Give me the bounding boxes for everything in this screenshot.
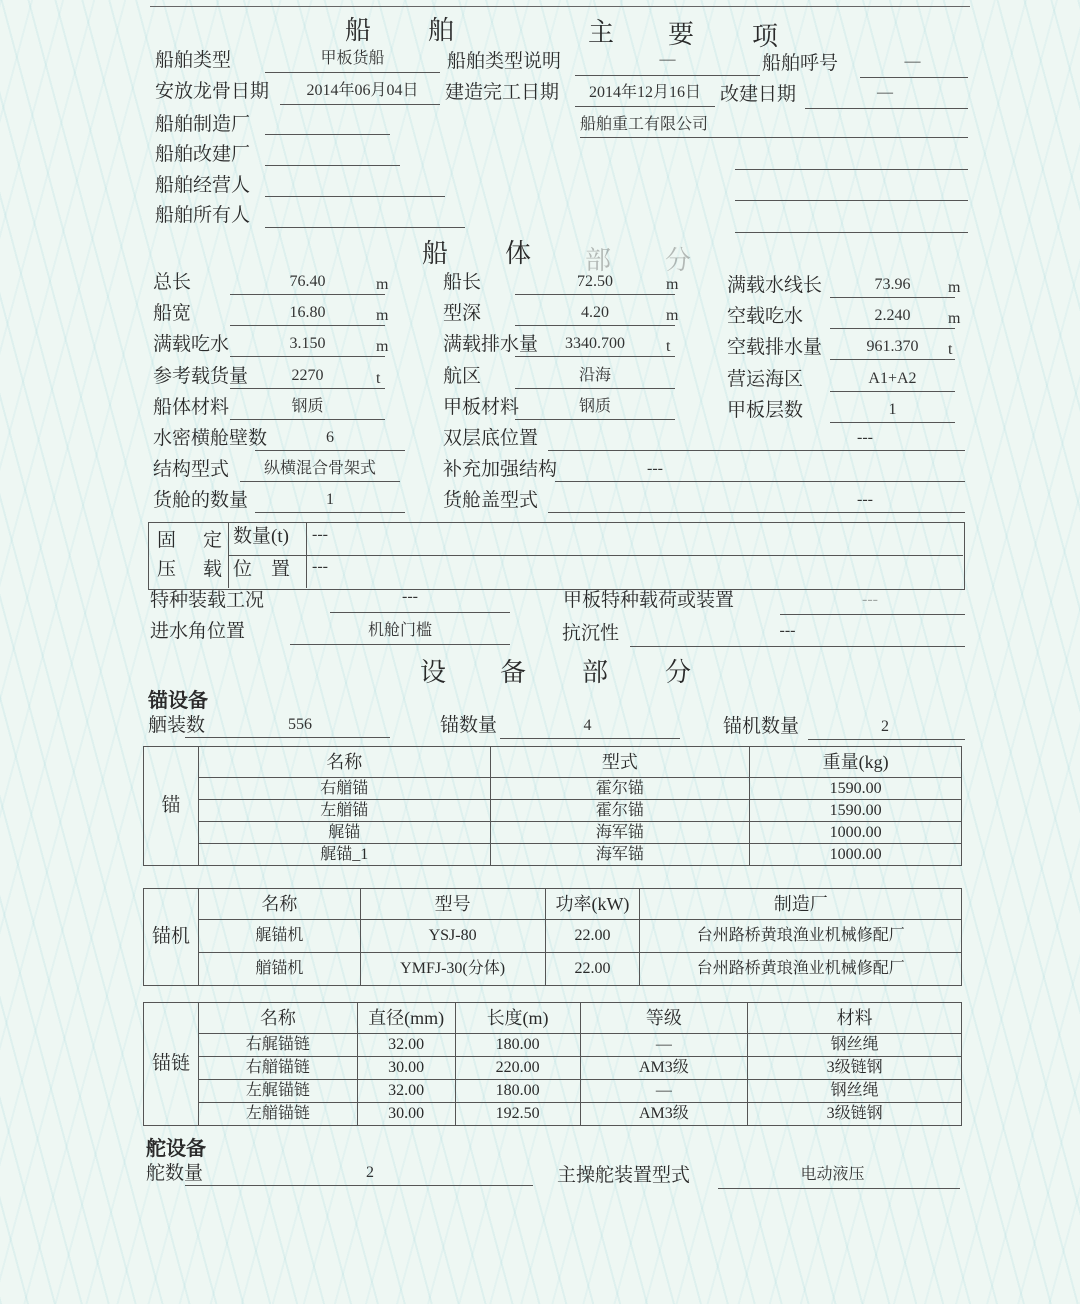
builder-label: 船舶制造厂 [155,114,251,135]
table-cell: AM3级 [580,1103,748,1126]
ballast-label-1: 固 定 [157,530,227,551]
table-cell: 艉锚 [198,822,490,844]
equip-title-char: 部 [582,658,609,687]
special-load-value: --- [402,588,418,605]
table-cell: 海军锚 [490,844,750,866]
flood-angle-label: 进水角位置 [150,621,246,642]
hull-field-value: 1 [326,491,334,508]
table-side-label: 锚 [144,747,199,866]
underline [255,512,405,513]
underline [515,419,675,420]
underline [230,419,385,420]
table-cell: 3级链钢 [748,1103,962,1126]
table-cell: 1000.00 [750,822,962,844]
hull-field-unit: m [666,276,679,293]
table-row [144,822,962,844]
column-header: 型号 [360,889,545,920]
hull-field-label: 航区 [443,366,482,387]
underline [515,325,675,326]
completion-date-label: 建造完工日期 [445,82,560,103]
hull-field-unit: m [666,307,679,324]
ballast-label-2: 压 载 [157,559,227,580]
table-cell: 1000.00 [750,844,962,866]
anchor-chain-table [143,1002,962,1126]
table-row [144,844,962,866]
table-cell: 艉锚_1 [198,844,490,866]
table-cell: 霍尔锚 [490,778,750,800]
table-cell: 霍尔锚 [490,800,750,822]
table-header-row [144,1003,962,1034]
underline [548,512,965,513]
ballast-qty-value: --- [312,526,328,543]
hull-field-label: 营运海区 [727,369,804,390]
hull-field-value: 4.20 [581,304,609,321]
hull-field-label: 补充加强结构 [443,459,558,480]
title-char: 船 [345,16,372,45]
hull-field-label: 空载排水量 [727,337,823,358]
hull-field-value: --- [647,460,663,477]
hull-field-label: 甲板层数 [727,400,804,421]
hull-title-char: 分 [665,246,692,275]
column-header: 等级 [580,1003,748,1034]
outfit-no-label: 舾装数 [148,715,206,736]
table-cell: 30.00 [357,1057,455,1080]
underline [548,450,965,451]
title-char: 要 [668,20,695,49]
rebuild-date-label: 改建日期 [720,84,797,105]
hull-field-value: 钢质 [578,398,611,415]
table-cell: 22.00 [545,920,640,953]
table-cell: 22.00 [545,953,640,986]
hull-field-label: 型深 [443,303,482,324]
anti-sink-value: --- [779,622,796,639]
hull-field-label: 结构型式 [153,459,230,480]
table-cell: 1590.00 [750,778,962,800]
hull-field-label: 水密横舱壁数 [153,428,268,449]
table-side-label: 锚机 [144,889,199,986]
hull-field-label: 甲板材料 [443,397,520,418]
table-row [144,1103,962,1126]
table-cell: 1590.00 [750,800,962,822]
hull-field-unit: t [376,370,381,387]
underline [515,356,675,357]
table-cell: 3级链钢 [748,1057,962,1080]
keel-date-value: 2014年06月04日 [306,82,419,99]
column-header: 名称 [198,1003,357,1034]
column-header: 功率(kW) [545,889,640,920]
equip-title-char: 备 [500,658,527,687]
table-cell: 左艏锚链 [198,1103,357,1126]
underline [515,388,675,389]
rudder-count-value: 2 [366,1164,374,1181]
hull-field-label: 双层底位置 [443,428,539,449]
call-sign-value: — [904,53,921,70]
underline [830,391,955,392]
hull-field-value: 3340.700 [565,335,625,352]
table-cell: 右艏锚链 [198,1057,357,1080]
hull-field-value: 73.96 [874,276,911,293]
table-header-row [144,889,962,920]
hull-field-label: 满载排水量 [443,334,539,355]
hull-field-label: 货舱的数量 [153,490,249,511]
hull-field-label: 参考载货量 [153,366,249,387]
table-cell: 艏锚机 [198,953,360,986]
underline [230,325,385,326]
windlass-count-value: 2 [881,718,889,735]
special-load-label: 特种装载工况 [150,590,265,611]
hull-field-value: --- [857,429,873,446]
rebuilder-label: 船舶改建厂 [155,144,251,165]
rebuild-date-value: — [877,84,893,101]
table-cell: 钢丝绳 [748,1034,962,1057]
deck-special-label: 甲板特种载荷或装置 [563,590,735,611]
table-cell: 32.00 [357,1034,455,1057]
anchor-count-value: 4 [583,717,592,734]
table-row [144,800,962,822]
ship-type-value: 甲板货船 [320,50,385,67]
column-header: 名称 [198,889,360,920]
hull-title-char: 部 [585,246,612,275]
table-row [144,1034,962,1057]
hull-field-value: 961.370 [866,338,919,355]
ballast-pos-label: 位 置 [233,559,291,580]
table-cell: 艉锚机 [198,920,360,953]
ship-type-desc-value: — [659,51,676,68]
steering-type-value: 电动液压 [800,1166,865,1183]
anchor-table [143,746,962,866]
ship-type-label: 船舶类型 [155,50,232,71]
hull-field-unit: m [948,310,961,327]
hull-field-unit: t [666,338,671,355]
completion-date-value: 2014年12月16日 [588,84,701,101]
hull-field-value: 钢质 [291,398,324,415]
hull-field-value: 2.240 [874,307,911,324]
builder-value: 船舶重工有限公司 [580,116,709,133]
table-cell: AM3级 [580,1057,748,1080]
table-cell: — [580,1080,748,1103]
table-row [144,1080,962,1103]
table-cell: 左艏锚 [198,800,490,822]
hull-field-label: 满载吃水 [153,334,230,355]
call-sign-label: 船舶呼号 [762,53,839,74]
anti-sink-label: 抗沉性 [562,623,620,644]
hull-field-value: 6 [326,429,334,446]
table-cell: 192.50 [455,1103,580,1126]
title-char: 主 [588,18,615,47]
table-row [144,953,962,986]
table-cell: YMFJ-30(分体) [360,953,545,986]
hull-field-label: 船长 [443,272,482,293]
underline [830,422,955,423]
ship-type-desc-label: 船舶类型说明 [447,51,562,72]
keel-date-label: 安放龙骨日期 [155,81,270,102]
table-cell: 右艉锚链 [198,1034,357,1057]
hull-field-unit: m [376,338,389,355]
equip-title-char: 设 [420,658,447,687]
title-char: 舶 [428,16,455,45]
table-cell: 海军锚 [490,822,750,844]
underline [230,356,385,357]
underline [240,481,400,482]
hull-field-unit: m [376,307,389,324]
hull-field-label: 总长 [153,272,192,293]
table-cell: 钢丝绳 [748,1080,962,1103]
operator-label: 船舶经营人 [155,175,251,196]
column-header: 重量(kg) [750,747,962,778]
hull-field-value: 纵横混合骨架式 [263,460,376,477]
column-header: 长度(m) [455,1003,580,1034]
hull-field-label: 空载吃水 [727,306,804,327]
hull-field-unit: m [376,276,389,293]
windlass-count-label: 锚机数量 [723,716,800,737]
ballast-qty-label: 数量(t) [233,526,289,547]
underline [830,359,955,360]
table-cell: 台州路桥黄琅渔业机械修配厂 [640,920,962,953]
table-side-label: 锚链 [144,1003,199,1126]
hull-field-label: 货舱盖型式 [443,490,539,511]
table-cell: 180.00 [455,1080,580,1103]
table-row [144,920,962,953]
table-row [144,1057,962,1080]
rudder-count-label: 舵数量 [146,1163,204,1184]
table-cell: 左艉锚链 [198,1080,357,1103]
table-cell: 180.00 [455,1034,580,1057]
hull-field-value: 2270 [291,367,324,384]
column-header: 材料 [748,1003,962,1034]
equip-title-char: 分 [665,658,692,687]
anchor-count-label: 锚数量 [440,715,498,736]
flood-angle-value: 机舱门槛 [367,622,432,639]
hull-title-char: 体 [505,239,532,268]
hull-field-value: 1 [888,401,897,418]
table-cell: 220.00 [455,1057,580,1080]
owner-label: 船舶所有人 [155,205,251,226]
underline [555,481,965,482]
hull-field-value: A1+A2 [868,370,917,387]
underline [230,294,385,295]
hull-field-value: 72.50 [577,273,613,290]
column-header: 直径(mm) [357,1003,455,1034]
hull-field-unit: m [948,279,961,296]
deck-special-value: --- [862,591,878,608]
hull-field-unit: t [948,341,953,358]
hull-field-value: 沿海 [578,367,611,384]
table-cell: 台州路桥黄琅渔业机械修配厂 [640,953,962,986]
table-cell: YSJ-80 [360,920,545,953]
table-cell: 右艏锚 [198,778,490,800]
underline [515,294,675,295]
hull-field-value: --- [857,491,873,508]
ballast-pos-value: --- [312,558,328,575]
underline [255,450,405,451]
underline [230,388,385,389]
table-row [144,778,962,800]
hull-field-label: 满载水线长 [727,275,823,296]
table-cell: — [580,1034,748,1057]
column-header: 型式 [490,747,750,778]
hull-title-char: 船 [422,239,449,268]
top-border [150,6,970,7]
hull-field-label: 船体材料 [153,397,230,418]
rudder-equipment-heading: 舵设备 [146,1136,206,1160]
hull-field-value: 76.40 [289,273,326,290]
table-cell: 32.00 [357,1080,455,1103]
table-cell: 30.00 [357,1103,455,1126]
column-header: 名称 [198,747,490,778]
underline [830,328,955,329]
anchor-equipment-heading: 锚设备 [148,688,208,712]
outfit-no-value: 556 [288,716,312,733]
hull-field-value: 3.150 [289,335,326,352]
title-char: 项 [752,22,779,51]
steering-type-label: 主操舵装置型式 [557,1165,691,1186]
hull-field-label: 船宽 [153,303,192,324]
column-header: 制造厂 [640,889,962,920]
underline [830,297,955,298]
hull-field-value: 16.80 [289,304,326,321]
table-header-row [144,747,962,778]
windlass-table [143,888,962,986]
